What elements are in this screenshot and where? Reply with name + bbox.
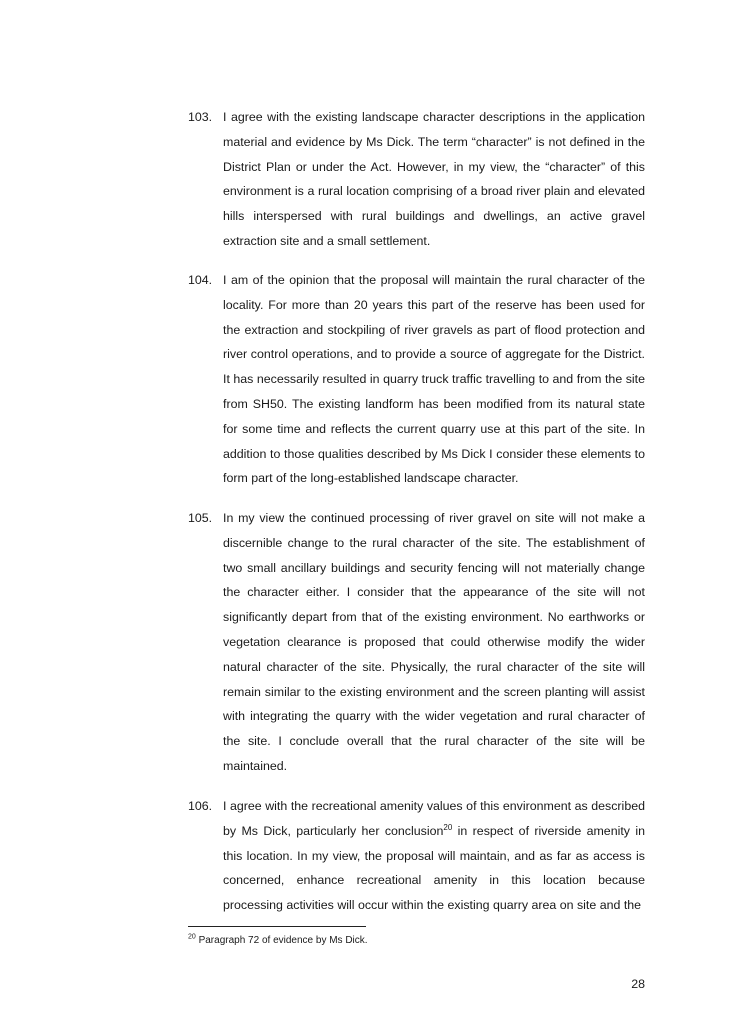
footnote-reference[interactable]: 20 [443, 822, 453, 832]
paragraph-104 [188, 268, 645, 491]
paragraph-number: 103. [188, 110, 213, 124]
page-number: 28 [631, 977, 645, 991]
paragraph-105 [188, 506, 645, 779]
paragraph-text-before: I agree with the recreational amenity values of this environment as described by Ms Dick, particularly her conclusion [223, 799, 645, 838]
paragraph-text [223, 794, 645, 918]
footnote [188, 934, 368, 948]
footnote-mark: 20 [188, 933, 196, 941]
paragraph-number: 104. [188, 273, 213, 287]
paragraph-text: In my view the continued processing of river gravel on site will not make a discernible change to the rural character of the site. The establishment of two small ancillary buildings and security fencing will not materially change the character either. I consider that the appearance of the site will not significantly depart from that of the existing environment. No earthworks or vegetation clearance is proposed that could otherwise modify the wider natural character of the site. Physically, the rural character of the site will remain similar to the existing environment and the screen planting will assist with integrating the quarry with the wider vegetation and rural character of the site. I conclude overall that the rural character of the site will be maintained. [223, 511, 645, 773]
footnote-divider [188, 926, 366, 927]
footnote-text: Paragraph 72 of evidence by Ms Dick. [195, 935, 368, 946]
paragraph-text: I agree with the existing landscape character descriptions in the application material and evidence by Ms Dick. The term “character” is not defined in the District Plan or under the Act. However, in my view, the “character” of this environment is a rural location comprising of a broad river plain and elevated hills interspersed with rural buildings and dwellings, an active gravel extraction site and a small settlement. [223, 110, 645, 248]
paragraph-103 [188, 105, 645, 254]
paragraph-106 [188, 794, 645, 918]
paragraph-number: 106. [188, 799, 213, 813]
paragraph-text-after: in respect of riverside amenity in this location. In my view, the proposal will maintain, and as far as access is concerned, enhance recreational amenity in this location because processing activities will occur within the existing quarry area on site and the [223, 823, 645, 913]
paragraph-number: 105. [188, 511, 213, 525]
paragraph-text: I am of the opinion that the proposal will maintain the rural character of the locality. For more than 20 years this part of the reserve has been used for the extraction and stockpiling of river gravels as part of flood protection and river control operations, and to provide a source of aggregate for the District. It has necessarily resulted in quarry truck traffic travelling to and from the site from SH50. The existing landform has been modified from its natural state for some time and reflects the current quarry use at this part of the site. In addition to those qualities described by Ms Dick I consider these elements to form part of the long-established landscape character. [223, 273, 645, 486]
